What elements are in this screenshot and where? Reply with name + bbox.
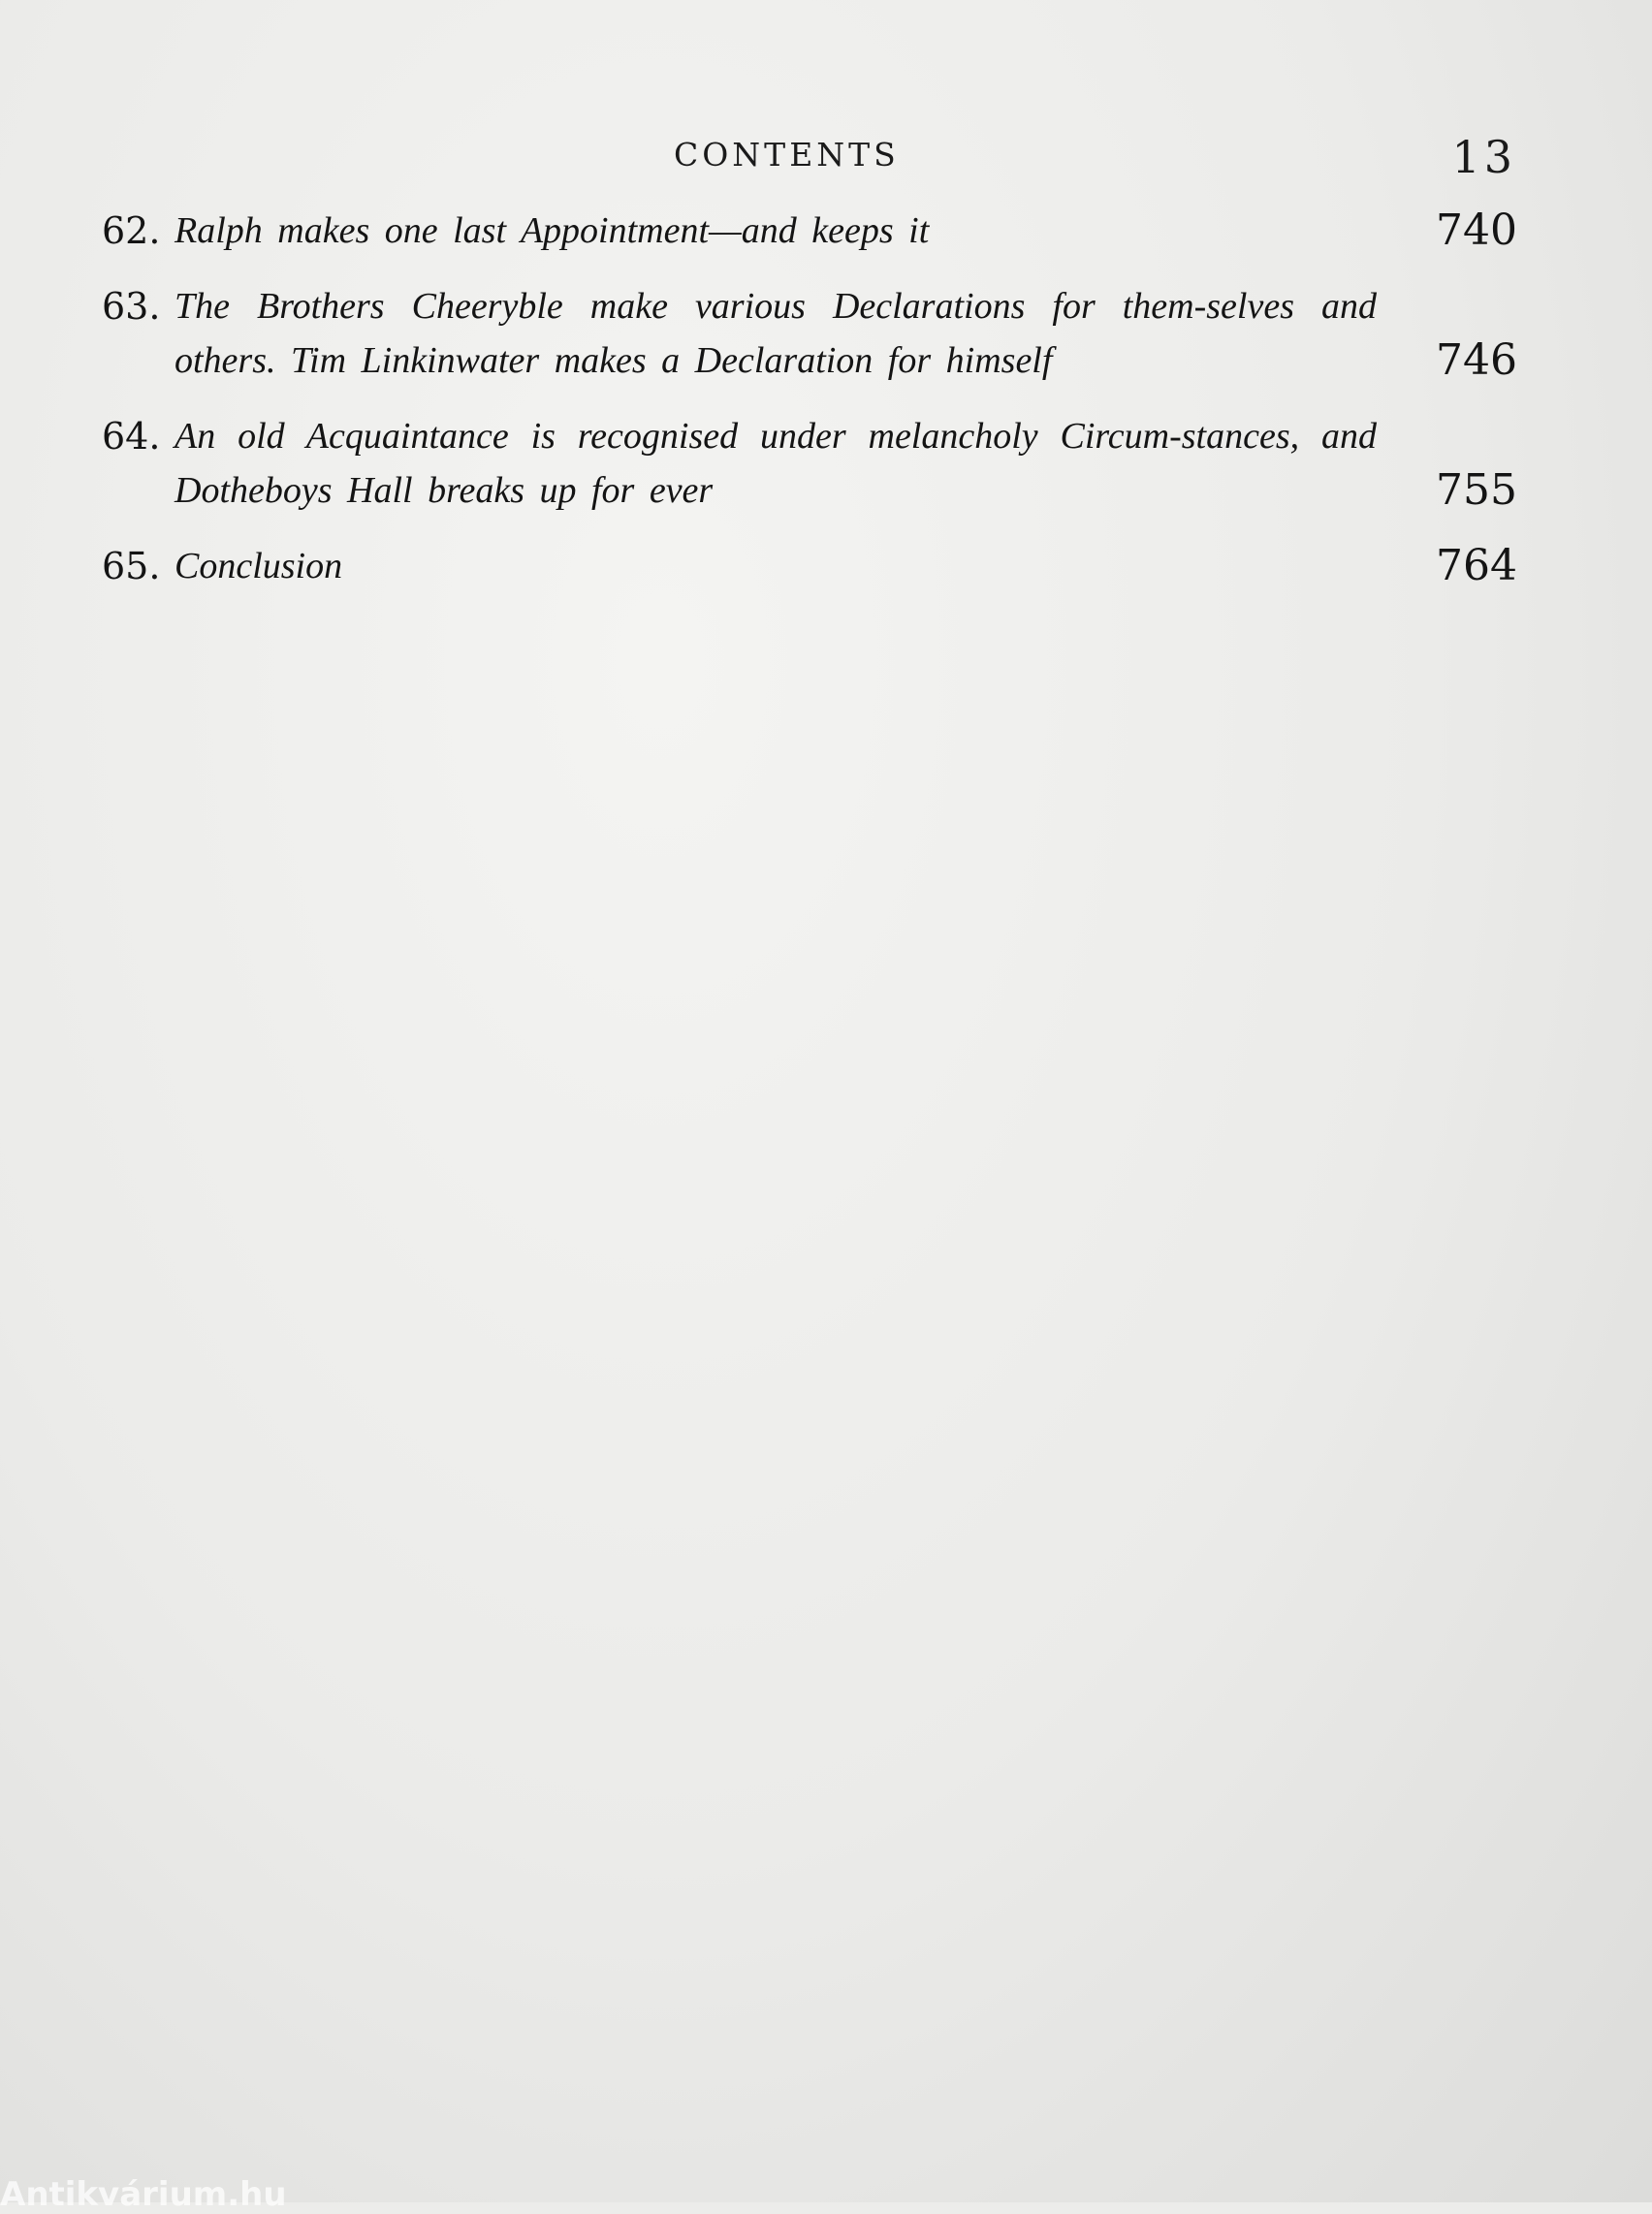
chapter-number: 63. [102,285,161,328]
toc-entry [102,204,1517,258]
toc-entry [102,539,1517,593]
chapter-page: 755 [1436,465,1517,515]
chapter-number: 64. [102,415,161,458]
toc-entry [102,279,1517,388]
chapter-page: 740 [1436,206,1517,255]
watermark: Antikvárium.hu [0,2175,287,2214]
toc-entry [102,409,1517,518]
chapter-title: An old Acquaintance is recognised under melancholy Circum-stances, and Dotheboys Hall breaks up for ever [175,416,1377,511]
chapter-page: 746 [1436,335,1517,385]
chapter-title: Ralph makes one last Appointment—and keeps it [175,210,930,251]
chapter-title: The Brothers Cheeryble make various Declarations for them-selves and others. Tim Linkinwater makes a Declaration for himself [175,286,1377,381]
chapter-title: Conclusion [175,546,343,586]
chapter-page: 764 [1436,541,1517,590]
table-of-contents [102,204,1517,615]
chapter-number: 65. [102,545,161,587]
running-head: CONTENTS [674,136,900,174]
page-number: 13 [1451,131,1516,183]
chapter-number: 62. [102,209,161,252]
